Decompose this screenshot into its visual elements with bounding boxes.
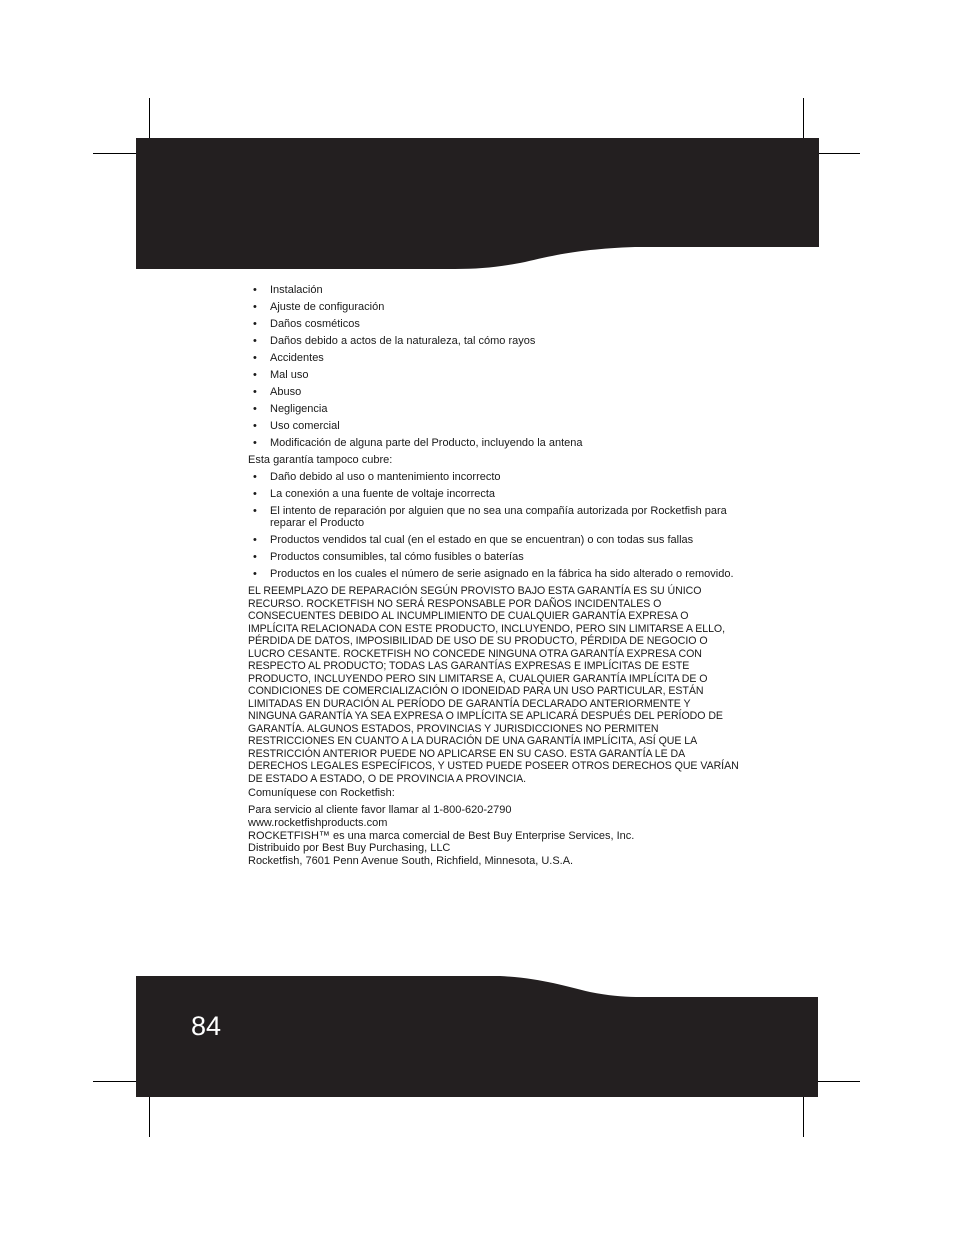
bullet-icon: • bbox=[253, 534, 257, 547]
distributor-line: Distribuido por Best Buy Purchasing, LLC bbox=[248, 842, 451, 855]
header-band-shape bbox=[136, 138, 819, 269]
warranty-text-body bbox=[248, 284, 740, 867]
customer-service-line: Para servicio al cliente favor llamar al 1-800-620-2790 bbox=[248, 804, 512, 817]
also-not-covered-list bbox=[248, 471, 740, 581]
list-item: • La conexión a una fuente de voltaje incorrecta bbox=[253, 487, 496, 500]
list-item: • Productos vendidos tal cual (en el estado en que se encuentran) o con todas sus fallas bbox=[253, 534, 694, 547]
list-item: • Abuso bbox=[253, 385, 302, 398]
list-item: • Daños debido a actos de la naturaleza, tal cómo rayos bbox=[253, 334, 536, 347]
website-link[interactable]: www.rocketfishproducts.com bbox=[248, 816, 388, 829]
list-item: • Ajuste de configuración bbox=[253, 300, 385, 313]
list-item: • Productos en los cuales el número de serie asignado en la fábrica ha sido alterado o removido. bbox=[253, 568, 734, 581]
page-number: 84 bbox=[191, 1011, 222, 1041]
list-item: • El intento de reparación por alguien que no sea una compañía autorizada por Rocketfish para reparar el Producto bbox=[253, 504, 727, 530]
bullet-icon: • bbox=[253, 419, 257, 432]
also-not-covered-heading: Esta garantía tampoco cubre: bbox=[248, 453, 393, 466]
list-item: • Mal uso bbox=[253, 368, 309, 381]
bullet-icon: • bbox=[253, 284, 257, 296]
list-item: • Uso comercial bbox=[253, 419, 340, 432]
bullet-icon: • bbox=[253, 334, 257, 347]
list-item: • Daños cosméticos bbox=[253, 317, 360, 330]
bullet-icon: • bbox=[253, 568, 257, 581]
bullet-icon: • bbox=[253, 300, 257, 313]
bullet-icon: • bbox=[253, 504, 257, 517]
list-item: • Negligencia bbox=[253, 402, 328, 415]
list-item: • Accidentes bbox=[253, 351, 324, 364]
footer-band-shape bbox=[136, 976, 818, 1097]
contact-block bbox=[248, 804, 740, 867]
excluded-items-list bbox=[248, 284, 740, 449]
bullet-icon: • bbox=[253, 402, 257, 415]
bullet-icon: • bbox=[253, 551, 257, 564]
bullet-icon: • bbox=[253, 368, 257, 381]
bullet-icon: • bbox=[253, 385, 257, 398]
bullet-icon: • bbox=[253, 487, 257, 500]
list-item: • Modificación de alguna parte del Producto, incluyendo la antena bbox=[253, 436, 583, 449]
bullet-icon: • bbox=[253, 436, 257, 449]
address-line: Rocketfish, 7601 Penn Avenue South, Richfield, Minnesota, U.S.A. bbox=[248, 854, 574, 867]
bullet-icon: • bbox=[253, 470, 257, 483]
contact-heading: Comuníquese con Rocketfish: bbox=[248, 787, 395, 800]
legal-disclaimer: EL REEMPLAZO DE REPARACIÓN SEGÚN PROVISTO BAJO ESTA GARANTÍA ES SU ÚNICO RECURSO. ROCKETFISH NO SERÁ RESPONSABLE POR DAÑOS INCIDENTALES O CONSECUENTES DEBIDO AL INCUMPLIMIENTO DE CUALQUIER GARANTÍA EXPRESA O IMPLÍCITA RELACIONADA CON ESTE PRODUCTO, INCLUYENDO, PERO SIN LIMITARSE A ELLO, PÉRDIDA DE DATOS, IMPOSIBILIDAD DE USO DE SU PRODUCTO, PÉRDIDA DE NEGOCIO O LUCRO CESANTE. ROCKETFISH NO CONCEDE NINGUNA OTRA GARANTÍA EXPRESA CON RESPECTO AL PRODUCTO; TODAS LAS GARANTÍAS EXPRESAS E IMPLÍCITAS DE ESTE PRODUCTO, INCLUYENDO PERO SIN LIMITARSE A, CUALQUIER GARANTÍA IMPLÍCITA DE O CONDICIONES DE COMERCIALIZACIÓN O IDONEIDAD PARA UN USO PARTICULAR, ESTÁN LIMITADAS EN DURACIÓN AL PERÍODO DE GARANTÍA DECLARADO ANTERIORMENTE Y NINGUNA GARANTÍA YA SEA EXPRESA O IMPLÍCITA SE APLICARÁ DESPUÉS DEL PERÍODO DE GARANTÍA. ALGUNOS ESTADOS, PROVINCIAS Y JURISDICCIONES NO PERMITEN RESTRICCIONES EN CUANTO A LA DURACIÓN DE UNA GARANTÍA IMPLÍCITA, ASÍ QUE LA RESTRICCIÓN ANTERIOR PUEDE NO APLICARSE EN SU CASO. ESTA GARANTÍA LE DA DERECHOS LEGALES ESPECÍFICOS, Y USTED PUEDE POSEER OTROS DERECHOS QUE VARÍAN DE ESTADO A ESTADO, O DE PROVINCIA A PROVINCIA. bbox=[248, 585, 739, 785]
trademark-line: ROCKETFISH™ es una marca comercial de Best Buy Enterprise Services, Inc. bbox=[248, 829, 635, 842]
list-item: • Productos consumibles, tal cómo fusibles o baterías bbox=[253, 551, 524, 564]
list-item: • Instalación bbox=[253, 284, 323, 296]
bullet-icon: • bbox=[253, 351, 257, 364]
bullet-icon: • bbox=[253, 317, 257, 330]
list-item: • Daño debido al uso o mantenimiento incorrecto bbox=[253, 470, 501, 483]
